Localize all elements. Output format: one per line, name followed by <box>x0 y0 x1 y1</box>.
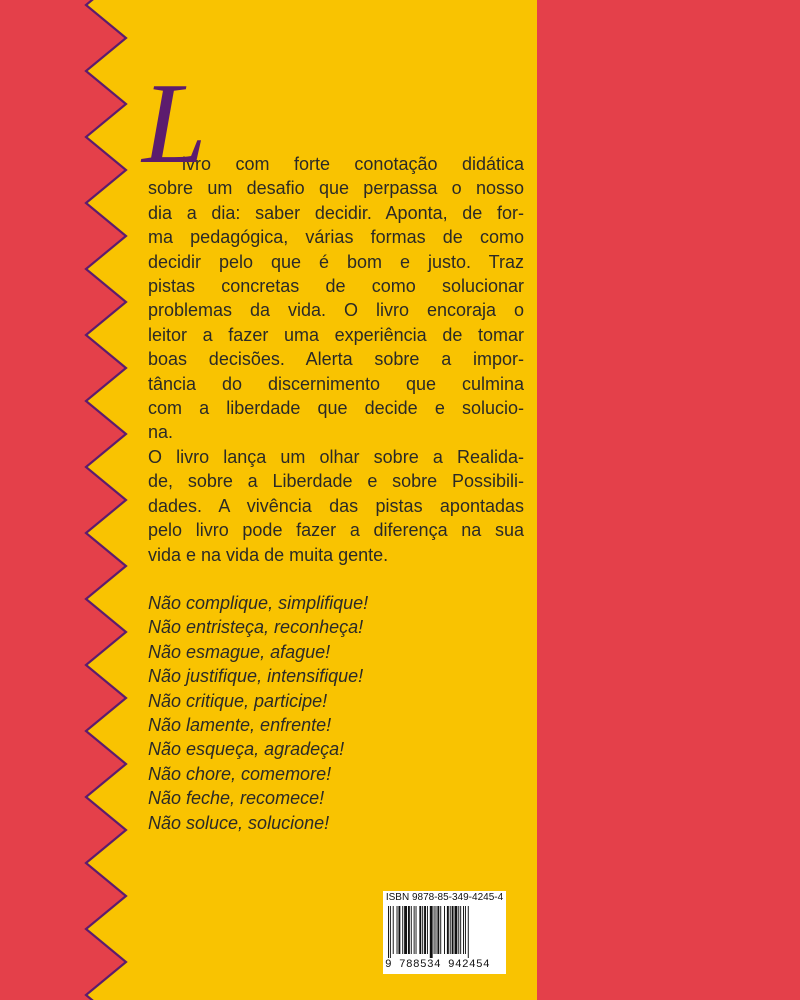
paragraph-line: ma pedagógica, várias formas de como <box>148 227 524 248</box>
red-band-right <box>537 0 800 1000</box>
barcode-bar <box>419 906 421 954</box>
barcode-bar <box>422 906 423 954</box>
barcode-bar <box>414 906 415 954</box>
barcode-bar <box>404 906 407 954</box>
barcode-bar <box>427 906 428 954</box>
motto-line: Não complique, simplifique! <box>148 592 369 613</box>
paragraph-line: boas decisões. Alerta sobre a impor- <box>148 349 524 370</box>
paragraph-line: na. <box>148 422 174 443</box>
motto-line: Não entristeça, reconheça! <box>148 617 364 638</box>
paragraph-line: problemas da vida. O livro encoraja o <box>148 300 524 321</box>
motto-line: Não chore, comemore! <box>148 763 332 784</box>
barcode-bar <box>390 906 391 958</box>
paragraph-line: com a liberdade que decide e solucio- <box>148 398 524 419</box>
paragraph-line: dia a dia: saber decidir. Aponta, de for- <box>148 202 524 223</box>
motto-list <box>148 591 524 835</box>
paragraph-line: dades. A vivência das pistas apontadas <box>148 495 524 516</box>
motto-line: Não soluce, solucione! <box>148 812 330 833</box>
motto-line: Não justifique, intensifique! <box>148 666 364 687</box>
motto-line: Não esqueça, agradeça! <box>148 739 345 760</box>
barcode-bar <box>447 906 449 954</box>
barcode-bar <box>424 906 426 954</box>
motto-line: Não critique, participe! <box>148 690 328 711</box>
barcode-bar <box>468 906 469 958</box>
isbn-label: ISBN 9878-85-349-4245-4 <box>385 892 504 903</box>
paragraph-line: O livro lança um olhar sobre a Realida- <box>148 446 524 467</box>
paragraph-line: decidir pelo que é bom e justo. Traz <box>148 251 524 272</box>
barcode-bar <box>416 906 417 954</box>
motto-line: Não lamente, enfrente! <box>148 714 332 735</box>
barcode-bar <box>450 906 451 954</box>
description-paragraph-2 <box>148 445 524 567</box>
barcode-bar <box>434 906 435 954</box>
barcode-box <box>383 891 506 974</box>
barcode-bar <box>408 906 410 954</box>
paragraph-line: vida e na vida de muita gente. <box>148 544 389 565</box>
barcode-bar <box>437 906 439 954</box>
barcode-bars <box>387 906 502 958</box>
motto-line: Não esmague, afague! <box>148 641 331 662</box>
paragraph-line: pelo livro pode fazer a diferença na sua <box>148 520 524 541</box>
motto-line: Não feche, recomece! <box>148 788 325 809</box>
barcode-bar <box>460 906 461 954</box>
barcode-bar <box>402 906 403 954</box>
barcode-bar <box>463 906 464 954</box>
barcode-bar <box>444 906 445 954</box>
drop-cap-letter: L <box>142 60 207 188</box>
barcode-bar <box>430 906 433 958</box>
barcode-bar <box>397 906 398 954</box>
barcode-bar <box>455 906 458 954</box>
paragraph-line: ivro com forte conotação didática <box>182 154 524 174</box>
paragraph-line: sobre um desafio que perpassa o nosso <box>148 178 524 199</box>
barcode-digits: 9 788534 942454 <box>385 959 491 971</box>
barcode-bar <box>436 906 437 954</box>
barcode-bar <box>440 906 441 954</box>
barcode-bar <box>398 906 400 954</box>
paragraph-line: de, sobre a Liberdade e sobre Possibili- <box>148 471 524 492</box>
paragraph-line: leitor a fazer uma experiência de tomar <box>148 324 524 345</box>
zigzag-border-left <box>0 0 150 1000</box>
barcode-bar <box>452 906 454 954</box>
barcode-bar <box>411 906 412 954</box>
description-text-block <box>142 60 524 835</box>
barcode-bar <box>465 906 466 954</box>
barcode-bar <box>393 906 394 954</box>
paragraph-line: tância do discernimento que culmina <box>148 373 524 394</box>
zigzag-fill <box>0 0 126 1000</box>
barcode-bar <box>388 906 389 958</box>
paragraph-line: pistas concretas de como solucionar <box>148 276 524 297</box>
barcode-bar <box>458 906 459 954</box>
